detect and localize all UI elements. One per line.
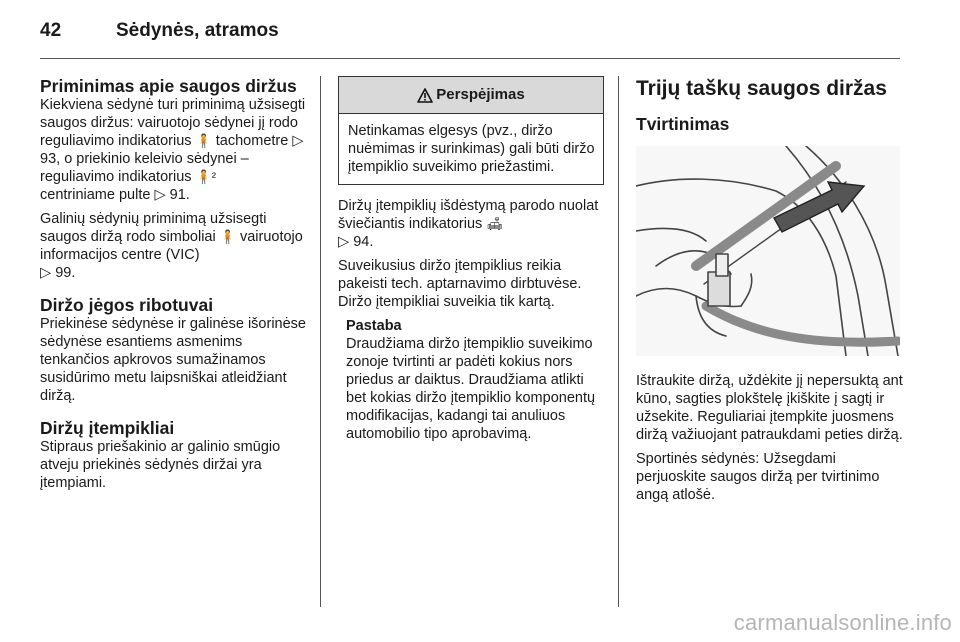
replacement-paragraph: Suveikusius diržo įtempiklius reikia pakeisti tech. aptarnavimo dirbtuvėse. Diržo įtempikliai suveikia tik kartą. [338, 258, 582, 310]
seatbelt-passenger-icon: 🧍² [195, 169, 217, 184]
header-rule [40, 58, 900, 59]
warning-header [339, 77, 603, 114]
page-ref-99[interactable]: 99 [55, 265, 72, 281]
watermark: carmanualsonline.info [733, 610, 952, 635]
note-text: Draudžiama diržo įtempiklio suveikimo zonoje tvirtinti ar padėti kokius nors priedus ar daiktus. Draudžiama atlikti bet kokias diržo įtempiklio komponentų modifikacijas, kadangi tai anuliuos automobilio tipo aprobavimą. [346, 336, 596, 442]
reminder-paragraph-1: Kiekviena sėdynė turi priminimą užsisegti saugos diržus: vairuotojo sėdynei jį rodo reguliavimo indikatorius 🧍 tachometre ▷ 93, o priekinio keleivio sėdynei – reguliavimo indikatorius 🧍² centriniame pulte ▷ 91. [40, 97, 306, 203]
page-ref-93[interactable]: 93 [40, 151, 57, 167]
column-1 [40, 76, 306, 498]
seatbelt-driver-icon: 🧍 [195, 133, 212, 148]
page-ref-94[interactable]: 94 [353, 234, 370, 250]
warning-label: Perspėjimas [436, 86, 525, 103]
column-divider-2 [618, 76, 619, 607]
seatbelt-rear-icon: 🧍 [219, 229, 236, 244]
ref-arrow-icon: ▷ [154, 187, 166, 203]
page-ref-91[interactable]: 91 [169, 187, 186, 203]
seatbelt-illustration-drawing [636, 146, 900, 356]
sport-seats-paragraph: Sportinės sėdynės: Užsegdami perjuoskite saugos diržą per tvirtinimo angą atlošė. [636, 451, 880, 503]
page-number: 42 [40, 20, 62, 41]
reminder-paragraph-2: Galinių sėdynių priminimą užsisegti saugos diržą rodo simboliai 🧍 vairuotojo informacijos centre (VIC) ▷ 99. [40, 211, 303, 281]
section-title: Trijų taškų saugos diržas [636, 77, 887, 100]
note-block [338, 317, 604, 443]
warning-box [338, 76, 604, 185]
subsection-title: Tvirtinimas [636, 114, 730, 134]
tensioner-paragraph: Stipraus priešakinio ar galinio smūgio atveju priekinės sėdynės diržai yra įtempiami. [40, 439, 281, 491]
limiter-paragraph: Priekinėse sėdynėse ir galinėse išorinėse sėdynėse esantiems asmenims tenkančios apkrovos sumažinamos susidūrimo metu laipsniškai atleidžiant diržą. [40, 316, 306, 404]
note-title: Pastaba [346, 318, 402, 334]
tensioner-indicator-paragraph: Diržų įtempiklių išdėstymą parodo nuolat šviečiantis indikatorius 🛋 ▷ 94. [338, 198, 599, 250]
tensioner-title: Diržų įtempikliai [40, 418, 175, 438]
tensioner-indicator-icon: 🛋 [486, 216, 503, 231]
seatbelt-illustration [636, 146, 900, 356]
column-2 [338, 76, 604, 443]
column-3 [636, 76, 904, 510]
chapter-title: Sėdynės, atramos [116, 20, 279, 41]
limiter-title: Diržo jėgos ribotuvai [40, 295, 214, 315]
ref-arrow-icon: ▷ [40, 265, 52, 281]
ref-arrow-icon: ▷ [292, 133, 304, 149]
warning-triangle-icon [417, 88, 433, 103]
fastening-paragraph: Ištraukite diržą, uždėkite jį nepersuktą ant kūno, sagties plokštelę įkiškite į sagtį ir užsekite. Reguliariai įtempkite juosmens diržą važiuojant patraukdami peties diržą. [636, 373, 903, 443]
reminder-title: Priminimas apie saugos diržus [40, 76, 297, 96]
ref-arrow-icon: ▷ [338, 234, 350, 250]
page-header [40, 20, 279, 42]
warning-text: Netinkamas elgesys (pvz., diržo nuėmimas ir surinkimas) gali būti diržo įtempiklio suveikimo priežastimi. [348, 123, 595, 175]
column-divider-1 [320, 76, 321, 607]
